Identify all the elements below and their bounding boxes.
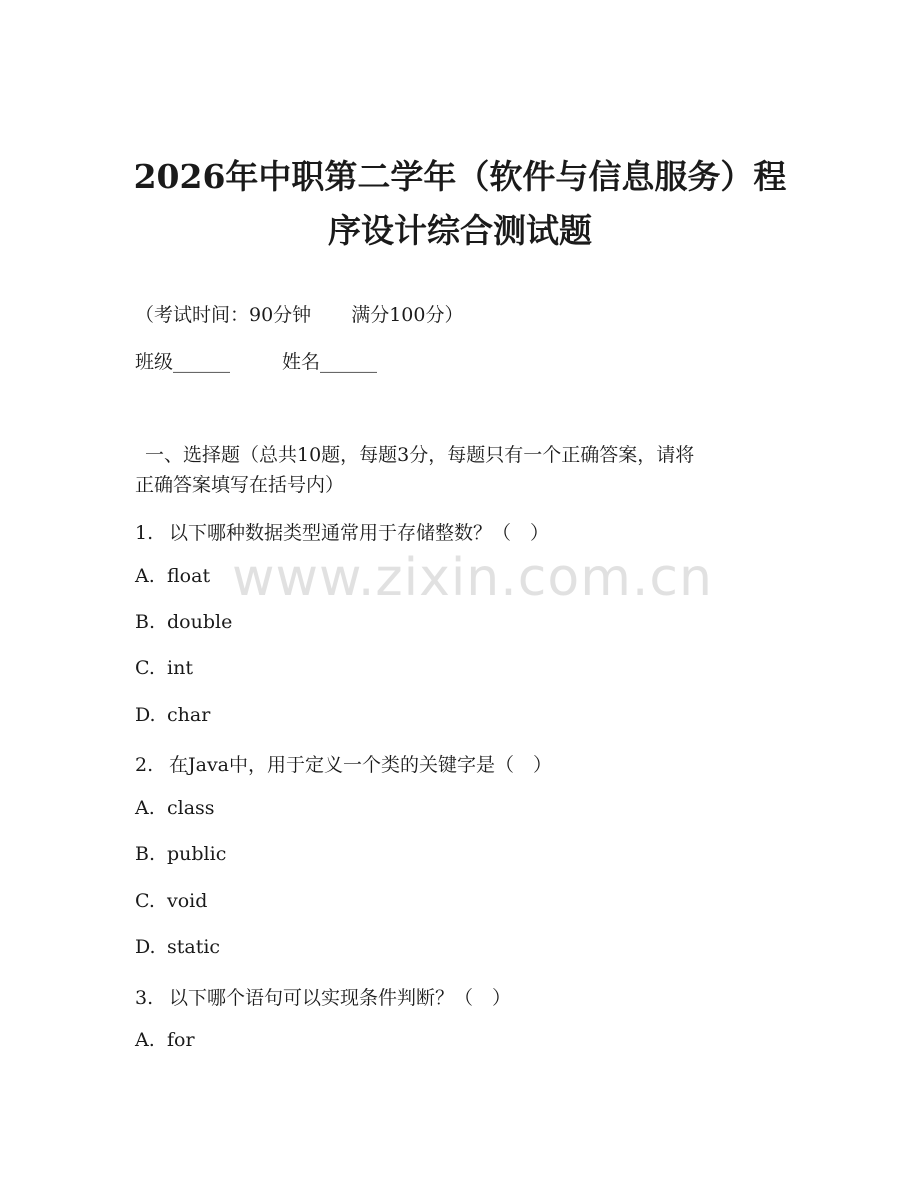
option-text: void [167, 890, 208, 912]
option-text: class [167, 797, 215, 819]
question-1 [135, 518, 549, 545]
question-text: 在Java中，用于定义一个类的关键字是（ ） [169, 754, 553, 776]
option-text: float [167, 565, 211, 587]
document-title [100, 150, 820, 258]
class-field: 班级______ [135, 351, 231, 373]
watermark: www.zixin.com.cn [232, 548, 713, 608]
option-label: B. [135, 611, 156, 633]
option-text: double [167, 611, 233, 633]
full-score: 满分100分） [351, 304, 464, 326]
option-text: char [167, 704, 211, 726]
option-label: D. [135, 704, 156, 726]
exam-time: （考试时间：90分钟 [135, 304, 312, 326]
exam-info [135, 300, 463, 327]
question-text: 以下哪个语句可以实现条件判断？（ ） [169, 987, 512, 1009]
option-label: A. [135, 565, 155, 587]
question-2 [135, 750, 552, 777]
question-number: 2. [135, 754, 154, 776]
option-text: for [167, 1029, 195, 1051]
question-1-option-c [135, 657, 193, 679]
option-text: static [167, 936, 221, 958]
question-2-option-b [135, 843, 226, 865]
question-number: 3. [135, 987, 154, 1009]
option-label: C. [135, 657, 155, 679]
name-field: 姓名______ [282, 351, 378, 373]
question-3-option-a [135, 1029, 195, 1051]
question-text: 以下哪种数据类型通常用于存储整数？（ ） [169, 522, 550, 544]
question-2-option-c [135, 890, 207, 912]
question-1-option-b [135, 611, 232, 633]
section-heading-line-1: 一、选择题（总共10题，每题3分，每题只有一个正确答案，请将 [145, 444, 695, 466]
title-line-1: 2026年中职第二学年（软件与信息服务）程 [133, 157, 787, 196]
question-2-option-a [135, 797, 215, 819]
option-label: C. [135, 890, 155, 912]
option-label: D. [135, 936, 156, 958]
option-text: int [167, 657, 193, 679]
question-number: 1. [135, 522, 154, 544]
option-label: A. [135, 797, 155, 819]
title-line-2: 序设计综合测试题 [328, 211, 592, 250]
section-heading-line-2: 正确答案填写在括号内） [135, 474, 345, 496]
question-1-option-a [135, 565, 210, 587]
option-text: public [167, 843, 227, 865]
question-3 [135, 983, 511, 1010]
option-label: A. [135, 1029, 155, 1051]
student-info [135, 347, 377, 374]
question-2-option-d [135, 936, 220, 958]
option-label: B. [135, 843, 156, 865]
question-1-option-d [135, 704, 210, 726]
